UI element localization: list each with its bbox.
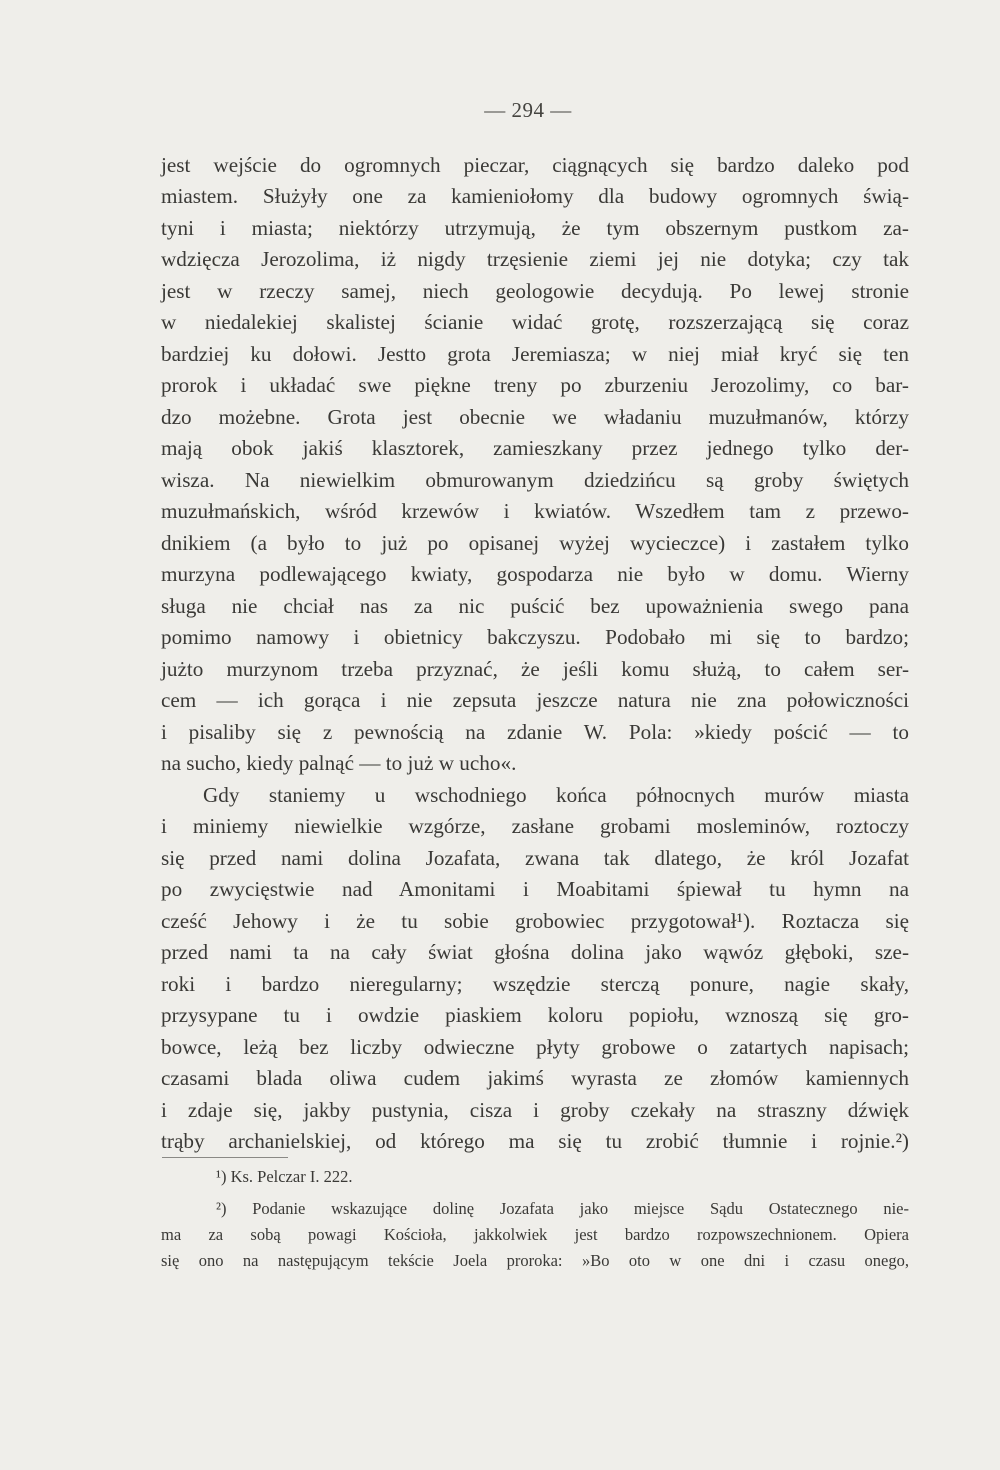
text-line: jest w rzeczy samej, niech geologowie decydują. Po lewej stronie xyxy=(161,279,909,303)
footnote-line: się ono na następującym tekście Joela proroka: »Bo oto w one dni i czasu onego, xyxy=(161,1251,909,1270)
footnote-divider xyxy=(162,1157,288,1158)
text-line: wisza. Na niewielkim obmurowanym dziedzińcu są groby świętych xyxy=(161,468,909,492)
text-line: bowce, leżą bez liczby odwieczne płyty grobowe o zatartych napisach; xyxy=(161,1035,909,1059)
text-line: tyni i miasta; niektórzy utrzymują, że tym obszernym pustkom za- xyxy=(161,216,909,240)
text-line: trąby archanielskiej, od którego ma się tu zrobić tłumnie i rojnie.²) xyxy=(161,1129,909,1153)
text-line: przed nami ta na cały świat głośna dolina jako wąwóz głęboki, sze- xyxy=(161,940,909,964)
text-line: w niedalekiej skalistej ścianie widać grotę, rozszerzającą się coraz xyxy=(161,310,909,334)
text-line: jest wejście do ogromnych pieczar, ciągnących się bardzo daleko pod xyxy=(161,153,909,177)
text-line: sługa nie chciał nas za nic puścić bez upoważnienia swego pana xyxy=(161,594,909,618)
text-line: na sucho, kiedy palnąć — to już w ucho«. xyxy=(161,751,517,775)
text-line: dzo możebne. Grota jest obecnie we władaniu muzułmanów, którzy xyxy=(161,405,909,429)
text-line: po zwycięstwie nad Amonitami i Moabitami śpiewał tu hymn na xyxy=(161,877,909,901)
text-line: i miniemy niewielkie wzgórze, zasłane grobami mosleminów, roztoczy xyxy=(161,814,909,838)
text-line: prorok i układać swe piękne treny po zburzeniu Jerozolimy, co bar- xyxy=(161,373,909,397)
text-line: dnikiem (a było to już po opisanej wyżej wycieczce) i zastałem tylko xyxy=(161,531,909,555)
text-line: i pisaliby się z pewnością na zdanie W. Pola: »kiedy pościć — to xyxy=(161,720,909,744)
text-line: i zdaje się, jakby pustynia, cisza i groby czekały na straszny dźwięk xyxy=(161,1098,909,1122)
text-line: muzułmańskich, wśród krzewów i kwiatów. Wszedłem tam z przewo- xyxy=(161,499,909,523)
text-line: się przed nami dolina Jozafata, zwana tak dlatego, że król Jozafat xyxy=(161,846,909,870)
text-line: przysypane tu i owdzie piaskiem koloru popiołu, wznoszą się gro- xyxy=(161,1003,909,1027)
text-line: cześć Jehowy i że tu sobie grobowiec przygotował¹). Roztacza się xyxy=(161,909,909,933)
text-line: jużto murzynom trzeba przyznać, że jeśli komu służą, to całem ser- xyxy=(161,657,909,681)
footnote-line: ¹) Ks. Pelczar I. 222. xyxy=(216,1167,353,1186)
text-line: murzyna podlewającego kwiaty, gospodarza nie było w domu. Wierny xyxy=(161,562,909,586)
text-line: pomimo namowy i obietnicy bakczyszu. Podobało mi się to bardzo; xyxy=(161,625,909,649)
text-line: miastem. Służyły one za kamieniołomy dla budowy ogromnych świą- xyxy=(161,184,909,208)
text-line: bardziej ku dołowi. Jestto grota Jeremiasza; w niej miał kryć się ten xyxy=(161,342,909,366)
text-line: wdzięcza Jerozolima, iż nigdy trzęsienie ziemi jej nie dotyka; czy tak xyxy=(161,247,909,271)
footnote-line: ma za sobą powagi Kościoła, jakkolwiek jest bardzo rozpowszechnionem. Opiera xyxy=(161,1225,909,1244)
text-line: cem — ich gorąca i nie zepsuta jeszcze natura nie zna połowiczności xyxy=(161,688,909,712)
text-line: roki i bardzo nieregularny; wszędzie sterczą ponure, nagie skały, xyxy=(161,972,909,996)
page-number: — 294 — xyxy=(484,98,572,122)
text-line: Gdy staniemy u wschodniego końca północnych murów miasta xyxy=(203,783,909,807)
text-line: czasami blada oliwa cudem jakimś wyrasta ze złomów kamiennych xyxy=(161,1066,909,1090)
footnote-line: ²) Podanie wskazujące dolinę Jozafata jako miejsce Sądu Ostatecznego nie- xyxy=(216,1199,909,1218)
text-line: mają obok jakiś klasztorek, zamieszkany przez jednego tylko der- xyxy=(161,436,909,460)
